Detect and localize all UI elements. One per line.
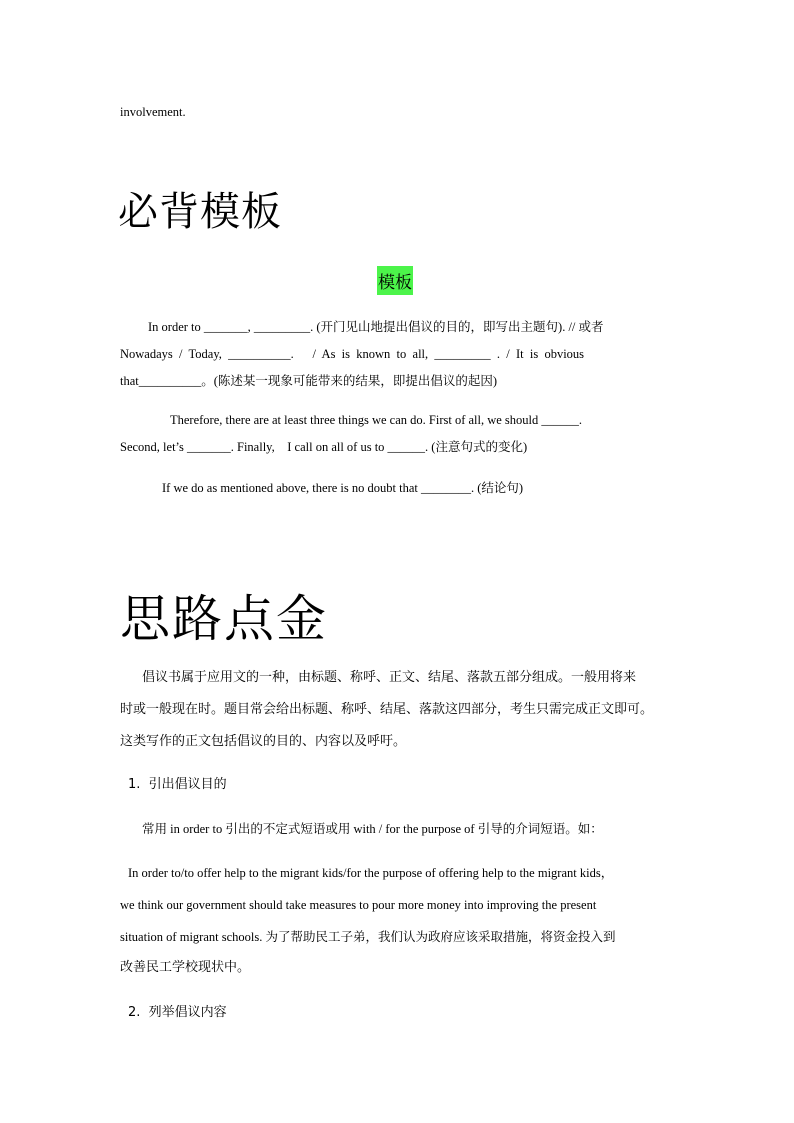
example-line-4: 改善民工学校现状中。 [120, 960, 251, 975]
template-line-2: Nowadays / Today, __________. / As is known to all, _________ . / It is obvious [120, 347, 585, 361]
continued-text: involvement. [120, 105, 186, 119]
template-line-4: Therefore, there are at least three things we can do. First of all, we should ______. [170, 413, 583, 427]
example-line-3: situation of migrant schools. 为了帮助民工子弟，我们认为政府应该采取措施，将资金投入到 [120, 930, 616, 944]
item-1-description: 常用 in order to 引出的不定式短语或用 with / for the purpose of 引导的介词短语。如： [142, 822, 603, 836]
section-heading-ideas: 思路点金 [120, 590, 328, 648]
intro-line-3: 这类写作的正文包括倡议的目的、内容以及呼吁。 [120, 734, 407, 749]
template-line-5: Second, let’s _______. Finally, I call on all of us to ______. (注意句式的变化) [120, 440, 528, 454]
example-line-2: we think our government should take measures to pour more money into improving the present [120, 898, 597, 912]
list-item-2: 2. 列举倡议内容 [128, 1005, 227, 1020]
highlighted-label: 模板 [377, 266, 413, 295]
list-item-1: 1. 引出倡议目的 [128, 777, 227, 792]
example-line-1: In order to/to offer help to the migrant kids/for the purpose of offering help to the migrant kids， [128, 866, 614, 880]
template-line-3: that__________。(陈述某一现象可能带来的结果，即提出倡议的起因) [120, 374, 498, 388]
template-line-1: In order to _______, _________. (开门见山地提出倡议的目的，即写出主题句). // 或者 [148, 320, 604, 334]
intro-line-1: 倡议书属于应用文的一种，由标题、称呼、正文、结尾、落款五部分组成。一般用将来 [142, 670, 637, 685]
intro-line-2: 时或一般现在时。题目常会给出标题、称呼、结尾、落款这四部分，考生只需完成正文即可。 [120, 702, 654, 717]
template-line-6: If we do as mentioned above, there is no doubt that ________. (结论句) [162, 481, 524, 495]
section-heading-templates: 必背模板 [118, 189, 282, 235]
